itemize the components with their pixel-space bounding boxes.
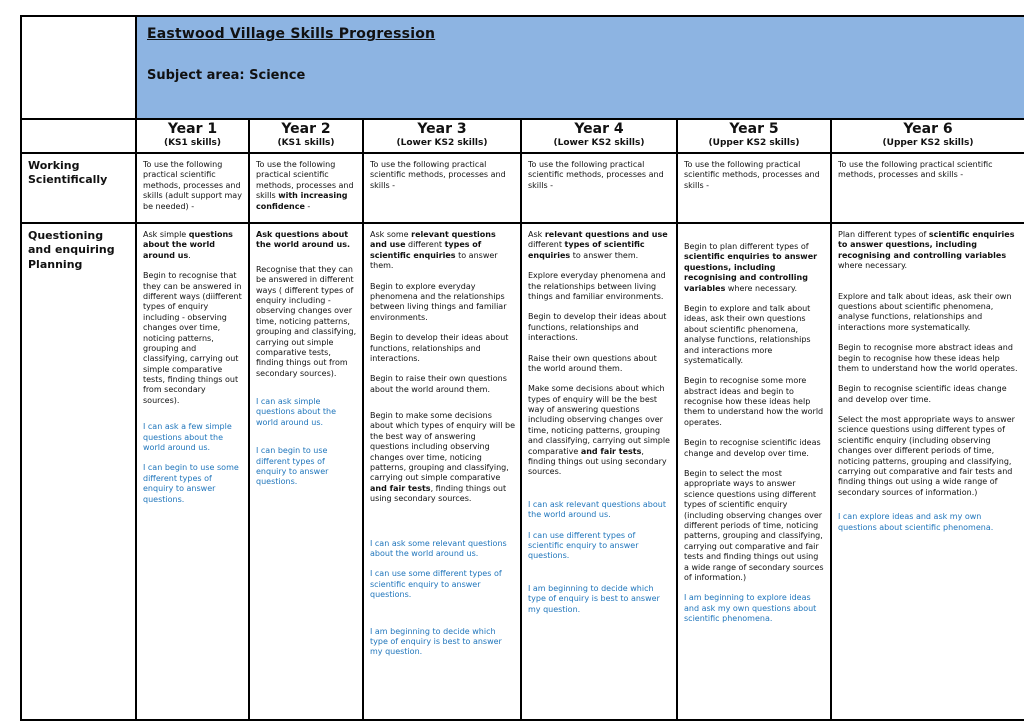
- skill-statement: [143, 230, 243, 261]
- i-can-statement: [370, 569, 515, 600]
- text-run: To use the following practical scientific methods, processes and skills -: [838, 160, 993, 180]
- key-stage-label: (KS1 skills): [277, 137, 335, 148]
- text-run: Begin to raise their own questions about the world around them.: [370, 374, 507, 394]
- bold-text-run: with increasing confidence: [256, 191, 348, 211]
- cell-row1-year2: [250, 154, 364, 224]
- text-run: Raise their own questions about the world around them.: [528, 353, 657, 373]
- skill-statement: [370, 411, 515, 505]
- skill-statement: [528, 160, 671, 191]
- skill-statement: [684, 376, 825, 428]
- skill-statement: [256, 230, 357, 251]
- skill-statement: [528, 384, 671, 478]
- cell-row1-year6: [832, 154, 1024, 224]
- bold-text-run: scientific enquiries to answer questions, including recognising and controlling variables: [684, 252, 818, 293]
- bold-text-run: types of scientific enquiries: [528, 240, 645, 260]
- key-stage-label: (Lower KS2 skills): [553, 137, 645, 148]
- text-run: I can use some different types of scientific enquiry to answer questions.: [370, 569, 502, 600]
- corner-cell: [22, 17, 137, 120]
- text-run: I can begin to use different types of enquiry to answer questions.: [256, 446, 329, 487]
- cell-row2-year3: [364, 224, 522, 721]
- text-run: .: [188, 250, 191, 260]
- skill-statement: [684, 304, 825, 366]
- year-label: Year 4: [574, 121, 624, 137]
- cell-row2-year2: [250, 224, 364, 721]
- key-stage-label: (Upper KS2 skills): [708, 137, 800, 148]
- key-stage-label: (KS1 skills): [163, 137, 222, 148]
- text-run: To use the following practical scientific methods, processes and skills -: [370, 160, 506, 190]
- i-can-statement: [838, 512, 1019, 533]
- text-run: Plan different types of: [838, 230, 929, 239]
- bold-text-run: questions about the world around us: [143, 230, 233, 260]
- column-header-year-4: [522, 120, 678, 154]
- i-can-statement: [370, 539, 515, 560]
- column-header-year-6: [832, 120, 1024, 154]
- skill-statement: [528, 271, 671, 302]
- text-run: Recognise that they can be answered in different ways ( different types of enquiry including - observing changes over time, noticing patterns, grouping and classifying, carrying out simple comparative tests, finding things out from secondary sources).: [256, 264, 357, 378]
- i-can-statement: [256, 446, 357, 488]
- row-label: [22, 224, 137, 721]
- text-run: To use the following practical scientific methods, processes and skills -: [684, 160, 820, 190]
- bold-text-run: relevant questions and use: [544, 230, 668, 239]
- text-run: Explore everyday phenomena and the relationships between living things and familiar environments.: [528, 271, 666, 301]
- subject-area-label: Subject area: Science: [147, 68, 306, 83]
- text-run: , finding things out using secondary sources.: [370, 483, 507, 504]
- text-run: Begin to recognise scientific ideas change and develop over time.: [684, 438, 821, 458]
- skill-statement: [528, 354, 671, 375]
- skill-statement: [143, 271, 243, 406]
- i-can-statement: [528, 584, 671, 615]
- text-run: Begin to explore and talk about ideas, ask their own questions about scientific phenomena, analyse functions, relationships and interactions more systematically.: [684, 303, 811, 365]
- text-run: Select the most appropriate ways to answer science questions using different types of scientific enquiry (including observing changes over different periods of time, noticing patterns, grouping and classifying, carrying out comparative and fair tests and finding things out using a wide range of secondary sources of information.): [838, 415, 1015, 497]
- skill-statement: [256, 265, 357, 379]
- i-can-statement: [256, 397, 357, 428]
- i-can-statement: [143, 422, 243, 453]
- key-stage-label: (Upper KS2 skills): [882, 137, 974, 148]
- text-run: To use the following practical scientific methods, processes and skills -: [528, 160, 664, 190]
- cell-row1-year3: [364, 154, 522, 224]
- skill-statement: [256, 160, 357, 212]
- skill-statement: [143, 160, 243, 212]
- text-run: different: [405, 240, 445, 250]
- skill-statement: [684, 469, 825, 583]
- text-run: to answer them.: [570, 250, 639, 260]
- text-run: Begin to recognise some more abstract ideas and begin to recognise how these ideas help them to understand how the world operates.: [684, 376, 824, 427]
- text-run: Ask simple: [143, 230, 189, 239]
- row-label-spacer: [22, 120, 137, 154]
- year-label: Year 1: [167, 121, 218, 137]
- i-can-statement: [143, 463, 243, 505]
- cell-row2-year6: [832, 224, 1024, 721]
- i-can-statement: [684, 593, 825, 624]
- text-run: To use the following practical scientific methods, processes and skills (adult support may be needed) -: [143, 160, 242, 211]
- skills-table: [20, 15, 1024, 721]
- column-header-year-5: [678, 120, 832, 154]
- skill-statement: [370, 333, 515, 364]
- skill-statement: [838, 343, 1019, 374]
- text-run: I can ask relevant questions about the world around us.: [528, 499, 666, 520]
- skill-statement: [838, 415, 1019, 498]
- key-stage-label: (Lower KS2 skills): [396, 137, 488, 148]
- i-can-statement: [370, 627, 515, 658]
- text-run: Begin to select the most appropriate ways to answer science questions using different types of scientific enquiry (including observing changes over different periods of time, noticing patterns, grouping and classifying, carrying out comparative and fair tests and finding things out using a wide range of secondary sources of information.): [684, 469, 824, 582]
- text-run: Ask: [528, 230, 545, 239]
- skill-statement: [528, 230, 671, 261]
- text-run: Begin to recognise that they can be answered in different ways (diifferent types of enquiry including - observing changes over time, noticing patterns, grouping and classifying, carrying out simple comparative tests, finding things out from secondary sources).: [143, 271, 242, 405]
- bold-text-run: and fair tests: [370, 483, 431, 493]
- i-can-statement: [528, 500, 671, 521]
- text-run: I can ask a few simple questions about the world around us.: [143, 422, 232, 453]
- text-run: Begin to recognise more abstract ideas and begin to recognise how these ideas help them to understand how the world operates.: [838, 343, 1018, 373]
- text-run: Begin to develop their ideas about functions, relationships and interactions.: [370, 333, 509, 363]
- year-label: Year 5: [729, 121, 779, 137]
- year-label: Year 2: [281, 121, 331, 137]
- cell-row2-year5: [678, 224, 832, 721]
- text-run: Begin to make some decisions about which types of enquiry will be the best way of answering questions including observing changes over time, noticing patterns, grouping and classifying, carrying out simple comparative: [370, 411, 515, 483]
- row-label: [22, 154, 137, 224]
- skill-statement: [528, 312, 671, 343]
- text-run: Begin to explore everyday phenomena and the relationships between living things and familiar environments.: [370, 281, 507, 322]
- text-run: I can begin to use some different types of enquiry to answer questions.: [143, 463, 239, 504]
- column-header-year-3: [364, 120, 522, 154]
- year-label: Year 6: [903, 121, 953, 137]
- skill-statement: [370, 374, 515, 395]
- cell-row2-year4: [522, 224, 678, 721]
- column-header-year-2: [250, 120, 364, 154]
- cell-row1-year4: [522, 154, 678, 224]
- text-run: different: [528, 240, 565, 250]
- text-run: I can use different types of scientific enquiry to answer questions.: [528, 530, 639, 561]
- skill-statement: [684, 242, 825, 294]
- skill-statement: [370, 230, 515, 272]
- text-run: -: [304, 201, 311, 211]
- column-header-year-1: [137, 120, 250, 154]
- text-run: Make some decisions about which types of enquiry will be the best way of answering questions including observing changes over time, noticing patterns, grouping and classifying, carrying out simple comparative: [528, 384, 670, 456]
- bold-text-run: and fair tests: [580, 446, 642, 456]
- skill-statement: [684, 438, 825, 459]
- skill-statement: [838, 230, 1019, 272]
- text-run: Begin to develop their ideas about functions, relationships and interactions.: [528, 312, 667, 343]
- text-run: I am beginning to decide which type of enquiry is best to answer my question.: [528, 583, 660, 614]
- text-run: Ask some: [370, 230, 412, 239]
- skill-statement: [838, 384, 1019, 405]
- skill-statement: [684, 160, 825, 191]
- text-run: To use the following practical scientific methods, processes and skills: [256, 160, 354, 201]
- document-title: Eastwood Village Skills Progression: [147, 26, 436, 42]
- text-run: Begin to recognise scientific ideas change and develop over time.: [838, 384, 1007, 404]
- text-run: I can explore ideas and ask my own questions about scientific phenomena.: [838, 512, 994, 532]
- skill-statement: [370, 160, 515, 191]
- text-run: to answer them.: [370, 250, 498, 271]
- row-label-text: Questioning and enquiring Planning: [28, 229, 115, 271]
- text-run: I can ask simple questions about the world around us.: [256, 397, 337, 427]
- text-run: I am beginning to decide which type of enquiry is best to answer my question.: [370, 626, 502, 657]
- bold-text-run: relevant questions and use: [370, 230, 496, 250]
- text-run: , finding things out using secondary sources.: [528, 446, 667, 477]
- text-run: I can ask some relevant questions about the world around us.: [370, 538, 507, 558]
- text-run: I am beginning to explore ideas and ask my own questions about scientific phenomena.: [684, 593, 817, 624]
- text-run: Explore and talk about ideas, ask their own questions about scientific phenomena, analyse functions, relationships and interactions more systematically.: [838, 291, 1012, 332]
- document-header: [137, 17, 1024, 120]
- bold-text-run: Ask questions about the world around us.: [256, 230, 351, 250]
- cell-row1-year5: [678, 154, 832, 224]
- skill-statement: [838, 160, 1019, 181]
- skill-statement: [838, 292, 1019, 334]
- cell-row1-year1: [137, 154, 250, 224]
- text-run: where necessary.: [725, 283, 797, 293]
- bold-text-run: types of scientific enquiries: [370, 240, 482, 260]
- skill-statement: [370, 282, 515, 324]
- year-label: Year 3: [417, 121, 467, 137]
- row-label-text: Working Scientifically: [28, 159, 108, 187]
- cell-row2-year1: [137, 224, 250, 721]
- text-run: where necessary.: [838, 261, 908, 271]
- bold-text-run: scientific enquiries to answer questions, including recognising and controlling variables: [838, 230, 1015, 260]
- i-can-statement: [528, 531, 671, 562]
- text-run: Begin to plan different types of: [684, 242, 809, 251]
